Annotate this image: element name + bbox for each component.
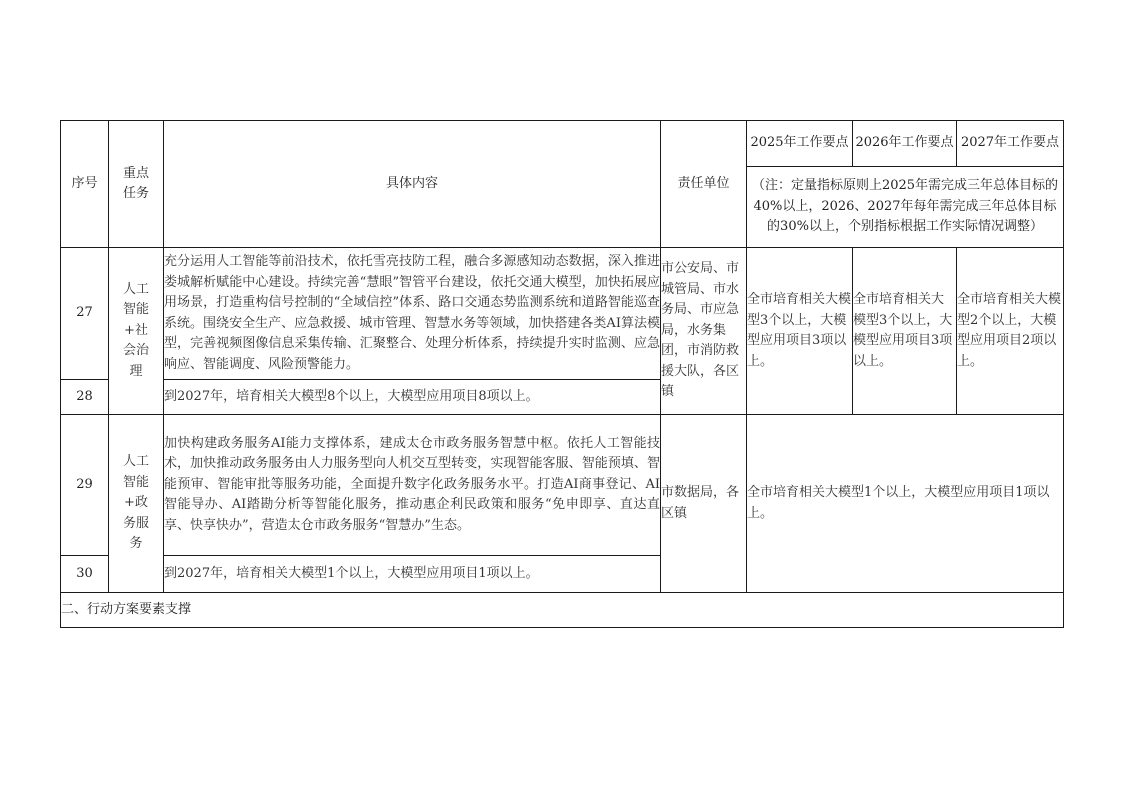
table-row (61, 415, 1064, 556)
row-content: 充分运用人工智能等前沿技术，依托雪亮技防工程，融合多源感知动态数据，深入推进娄城解析赋能中心建设。持续完善“慧眼”智管平台建设，依托交通大模型，加快拓展应用场景，打造重构信号控制的“全域信控”体系、路口交通态势监测系统和道路智能巡查系统。围绕安全生产、应急救援、城市管理、智慧水务等领域，加快搭建各类AI算法模型，完善视频图像信息采集传输、汇聚整合、处理分析体系，持续提升实时监测、应急响应、智能调度、风险预警能力。 (164, 248, 661, 380)
task-cell: 人工智能+社会治理 (109, 248, 164, 415)
target-2025: 全市培育相关大模型3个以上，大模型应用项目3项以上。 (747, 248, 853, 415)
dept-cell: 市公安局、市城管局、市水务局、市应急局，水务集团，市消防救援大队，各区镇 (661, 248, 747, 415)
task-cell: 人工智能+政务服务 (109, 415, 164, 593)
header-note: （注：定量指标原则上2025年需完成三年总体目标的40%以上，2026、2027年每年需完成三年总体目标的30%以上，个别指标根据工作实际情况调整） (747, 167, 1064, 248)
target-2026: 全市培育相关大模型3个以上，大模型应用项目3项以上。 (853, 248, 957, 415)
header-row (61, 121, 1064, 167)
work-plan-table (60, 120, 1064, 628)
section-row (61, 593, 1064, 628)
header-year-2026: 2026年工作要点 (853, 121, 957, 167)
header-seq: 序号 (61, 121, 109, 248)
row-content: 加快构建政务服务AI能力支撑体系，建成太仓市政务服务智慧中枢。依托人工智能技术，加快推动政务服务由人力服务型向人机交互型转变，实现智能客服、智能预填、智能预审、智能审批等服务功能，全面提升数字化政务服务水平。打造AI商事登记、AI智能导办、AI踏勘分析等智能化服务，推动惠企利民政策和服务“免申即享、直达直享、快享快办”，营造太仓市政务服务“智慧办”生态。 (164, 415, 661, 556)
header-dept: 责任单位 (661, 121, 747, 248)
header-year-2027: 2027年工作要点 (957, 121, 1064, 167)
target-merged: 全市培育相关大模型1个以上，大模型应用项目1项以上。 (747, 415, 1064, 593)
section-title: 二、行动方案要素支撑 (61, 593, 1064, 628)
dept-cell: 市数据局，各区镇 (661, 415, 747, 593)
row-seq: 29 (61, 415, 109, 556)
row-seq: 28 (61, 380, 109, 415)
row-content: 到2027年，培育相关大模型8个以上，大模型应用项目8项以上。 (164, 380, 661, 415)
header-task: 重点任务 (109, 121, 164, 248)
target-2027: 全市培育相关大模型2个以上，大模型应用项目2项以上。 (957, 248, 1064, 415)
header-year-2025: 2025年工作要点 (747, 121, 853, 167)
table-row (61, 248, 1064, 380)
row-seq: 30 (61, 556, 109, 593)
row-seq: 27 (61, 248, 109, 380)
row-content: 到2027年，培育相关大模型1个以上，大模型应用项目1项以上。 (164, 556, 661, 593)
header-content: 具体内容 (164, 121, 661, 248)
